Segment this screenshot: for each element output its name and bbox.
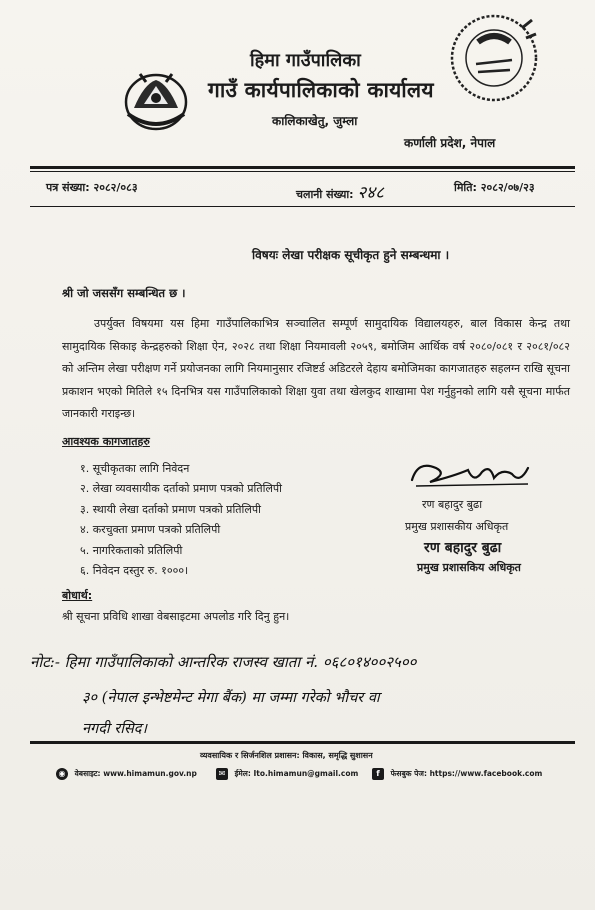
footer-facebook-value: https://www.facebook.com	[429, 769, 543, 778]
office-address: कालिकाखेतु, जुम्ला	[272, 114, 358, 128]
signatory-title: प्रमुख प्रशासकीय अधिकृत	[405, 520, 509, 533]
dispatch-number	[296, 180, 384, 203]
requirement-item: ६. निवेदन दस्तुर रु. १०००।	[80, 563, 189, 577]
cc-text: श्री सूचना प्रविधि शाखा वेबसाइटमा अपलोड गरि दिनु हुन।	[62, 610, 290, 623]
letter-date-label: मिति:	[454, 181, 477, 194]
stamp-seal-icon	[448, 12, 540, 104]
requirement-item: २. लेखा व्यवसायीक दर्ताको प्रमाण पत्रको प्रतिलिपी	[80, 482, 283, 496]
meta-divider	[30, 206, 575, 207]
stamp-signatory-title: प्रमुख प्रशासकिय अधिकृत	[417, 561, 521, 574]
letter-body: उपर्युक्त विषयमा यस हिमा गाउँपालिकाभित्र सञ्चालित सम्पूर्ण सामुदायिक विद्यालयहरु, बाल विकास केन्द्र तथा सामुदायिक सिकाइ केन्द्रहरुको शिक्षा ऐन, २०२८ तथा शिक्षा नियमावली २०५९, बमोजिम आर्थिक वर्ष २०८०/०८१ र २०८१/०८२ को अन्तिम लेखा परीक्षण गर्ने प्रयोजनका लागि नियमानुसार रजिष्टर्ड अडिटरले देहाय बमोजिमका कागजातहरु सहलग्न राखि सूचना प्रकाशन भएको मितिले १५ दिनभित्र यस गाउँपालिकाको शिक्षा युवा तथा खेलकुद शाखामा पेश गर्नुहुनको लागि यसै सूचना मार्फत जानकारी गराइन्छ।	[62, 317, 570, 420]
facebook-icon: f	[372, 768, 384, 780]
footer-website	[56, 768, 197, 780]
requirements-list	[80, 459, 282, 581]
requirement-item: १. सूचीकृतका लागि निवेदन	[80, 462, 190, 475]
footer-email-label: ईमेल:	[234, 769, 251, 778]
header-divider-top	[30, 166, 575, 169]
signatory-name: रण बहादुर बुढा	[422, 498, 483, 511]
footer-facebook-label: फेसबुक पेज:	[390, 769, 427, 778]
letter-number-value: २०८२/०८३	[93, 181, 138, 194]
letter-date	[454, 180, 535, 195]
handwritten-note-line: नगदी रसिद।	[82, 721, 147, 737]
footer-slogan: व्यवसायिक र सिर्जनशिल प्रशासन: विकास, समृद्धि सुशासन	[200, 751, 373, 760]
email-icon: ✉	[216, 768, 228, 780]
office-name: गाउँ कार्यपालिकाको कार्यालय	[208, 78, 434, 102]
nepal-emblem-icon	[120, 64, 192, 136]
office-stamp-seal	[448, 12, 540, 104]
requirement-item: ३. स्थायी लेखा दर्ताको प्रमाण पत्रको प्रतिलिपी	[80, 502, 261, 516]
letter-salutation: श्री जो जससँग सम्बन्धित छ ।	[62, 286, 186, 300]
letter-number	[46, 180, 138, 195]
footer-website-label: वेबसाइट:	[74, 769, 101, 778]
dispatch-number-value: २४८	[357, 183, 384, 203]
handwritten-note-line: ३० (नेपाल इन्भेष्टमेन्ट मेगा बैंक) मा जम्मा गरेको भौचर वा	[82, 690, 380, 706]
office-province: कर्णाली प्रदेश, नेपाल	[404, 136, 496, 150]
footer-divider	[30, 741, 575, 744]
letter-subject: विषयः लेखा परीक्षक सूचीकृत हुने सम्बन्धमा ।	[252, 248, 450, 262]
footer-website-value: www.himamun.gov.np	[103, 769, 197, 778]
footer-facebook	[372, 768, 542, 780]
globe-icon: ◉	[56, 768, 68, 780]
requirement-item: ४. करचुक्ता प्रमाण पत्रको प्रतिलिपी	[80, 523, 221, 537]
cc-heading: बोधार्थ:	[62, 589, 93, 602]
letter-date-value: २०८२/०७/२३	[480, 181, 535, 194]
footer-email	[216, 768, 358, 780]
handwritten-note-line: नोट:- हिमा गाउँपालिकाको आन्तरिक राजस्व खाता नं. ०६८०१४००२५००	[30, 653, 417, 671]
dispatch-number-label: चलानी संख्या:	[296, 188, 354, 201]
header-divider-thin	[30, 171, 575, 172]
requirement-item: ५. नागरिकताको प्रतिलिपी	[80, 543, 183, 557]
letter-number-label: पत्र संख्या:	[46, 181, 90, 194]
footer-email-value: Ito.himamun@gmail.com	[253, 769, 359, 778]
handwritten-signature	[408, 454, 538, 492]
org-name: हिमा गाउँपालिका	[250, 50, 361, 71]
stamp-signatory-name: रण बहादुर बुढा	[424, 540, 502, 556]
requirements-heading: आवश्यक कागजातहरु	[62, 435, 150, 448]
